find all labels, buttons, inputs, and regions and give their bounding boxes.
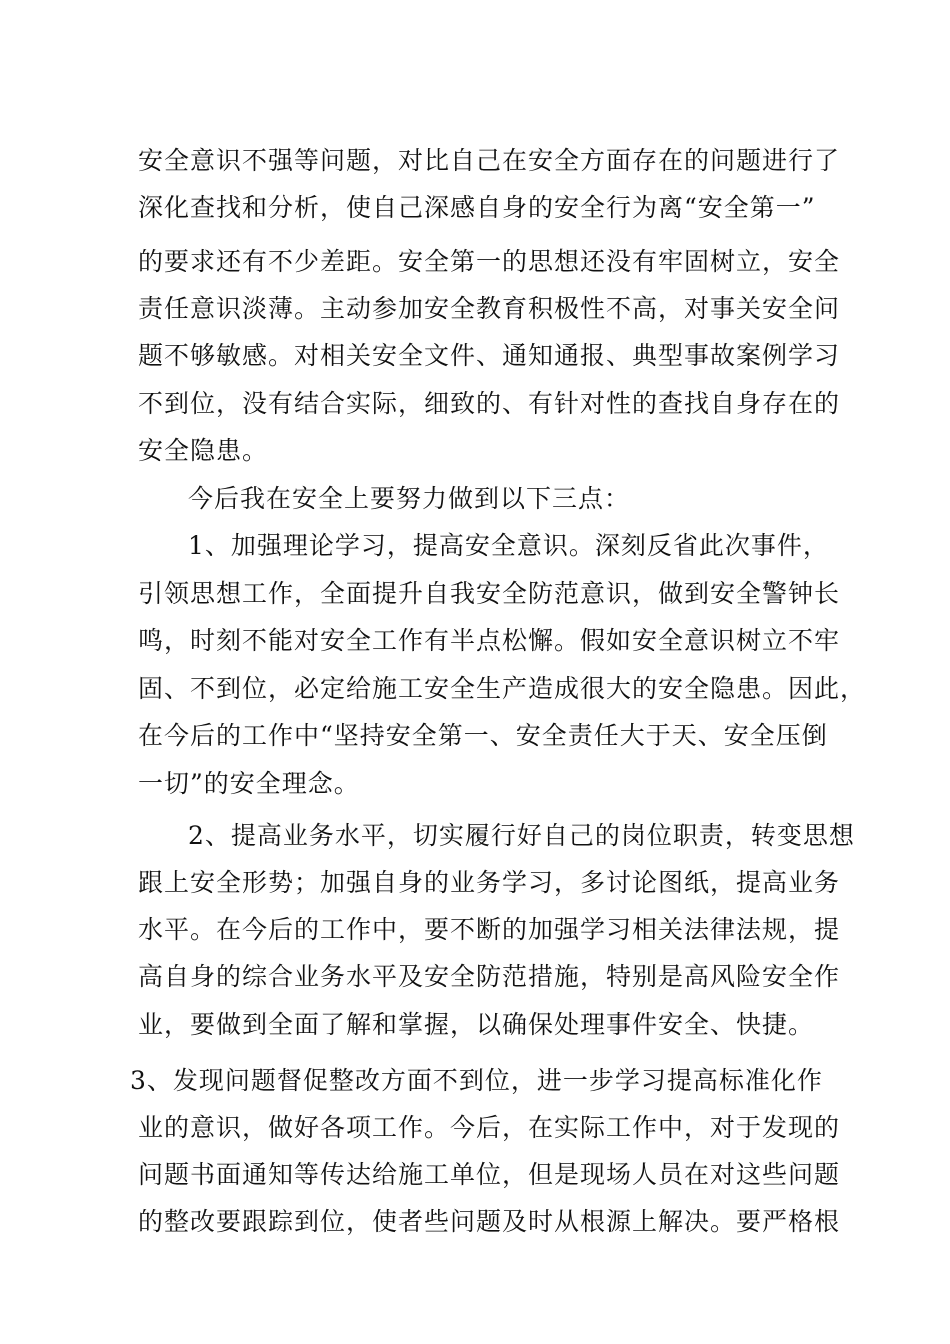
- item-3-line-3: 问题书面通知等传达给施工单位，但是现场人员在对这些问题: [138, 1160, 841, 1189]
- item-3-line-2: 业的意识，做好各项工作。今后，在实际工作中，对于发现的: [138, 1113, 841, 1142]
- section-intro-line: 今后我在安全上要努力做到以下三点：: [188, 484, 631, 513]
- item-2-line-1: 2、提高业务水平，切实履行好自己的岗位职责，转变思想: [188, 821, 855, 850]
- text-line-6: 不到位，没有结合实际，细致的、有针对性的查找自身存在的: [138, 389, 841, 418]
- text-line-5: 题不够敏感。对相关安全文件、通知通报、典型事故案例学习: [138, 341, 841, 370]
- item-3-line-4: 的整改要跟踪到位，使者些问题及时从根源上解决。要严格根: [138, 1207, 841, 1236]
- item-1-line-6: 一切”的安全理念。: [138, 769, 360, 798]
- item-2-line-3: 水平。在今后的工作中，要不断的加强学习相关法律法规，提: [138, 915, 841, 944]
- item-1-line-2: 引领思想工作，全面提升自我安全防范意识，做到安全警钟长: [138, 579, 841, 608]
- item-2-line-5: 业，要做到全面了解和掌握，以确保处理事件安全、快捷。: [138, 1010, 815, 1039]
- item-1-line-4: 固、不到位，必定给施工安全生产造成很大的安全隐患。因此，: [138, 674, 867, 703]
- text-line-1: 安全意识不强等问题，对比自己在安全方面存在的问题进行了: [138, 146, 841, 175]
- item-1-line-5: 在今后的工作中“坚持安全第一、安全责任大于天、安全压倒: [138, 721, 828, 750]
- item-1-line-1: 1、加强理论学习，提高安全意识。深刻反省此次事件，: [188, 531, 829, 560]
- text-line-4: 责任意识淡薄。主动参加安全教育积极性不高，对事关安全问: [138, 294, 841, 323]
- item-2-line-4: 高自身的综合业务水平及安全防范措施，特别是高风险安全作: [138, 962, 841, 991]
- item-1-line-3: 鸣，时刻不能对安全工作有半点松懈。假如安全意识树立不牢: [138, 626, 841, 655]
- text-line-7: 安全隐患。: [138, 436, 269, 465]
- item-2-line-2: 跟上安全形势；加强自身的业务学习，多讨论图纸，提高业务: [138, 868, 841, 897]
- text-line-2: 深化查找和分析，使自己深感自身的安全行为离“安全第一”: [138, 193, 816, 222]
- item-3-line-1: 3、发现问题督促整改方面不到位，进一步学习提高标准化作: [130, 1066, 823, 1095]
- text-line-3: 的要求还有不少差距。安全第一的思想还没有牢固树立，安全: [138, 247, 841, 276]
